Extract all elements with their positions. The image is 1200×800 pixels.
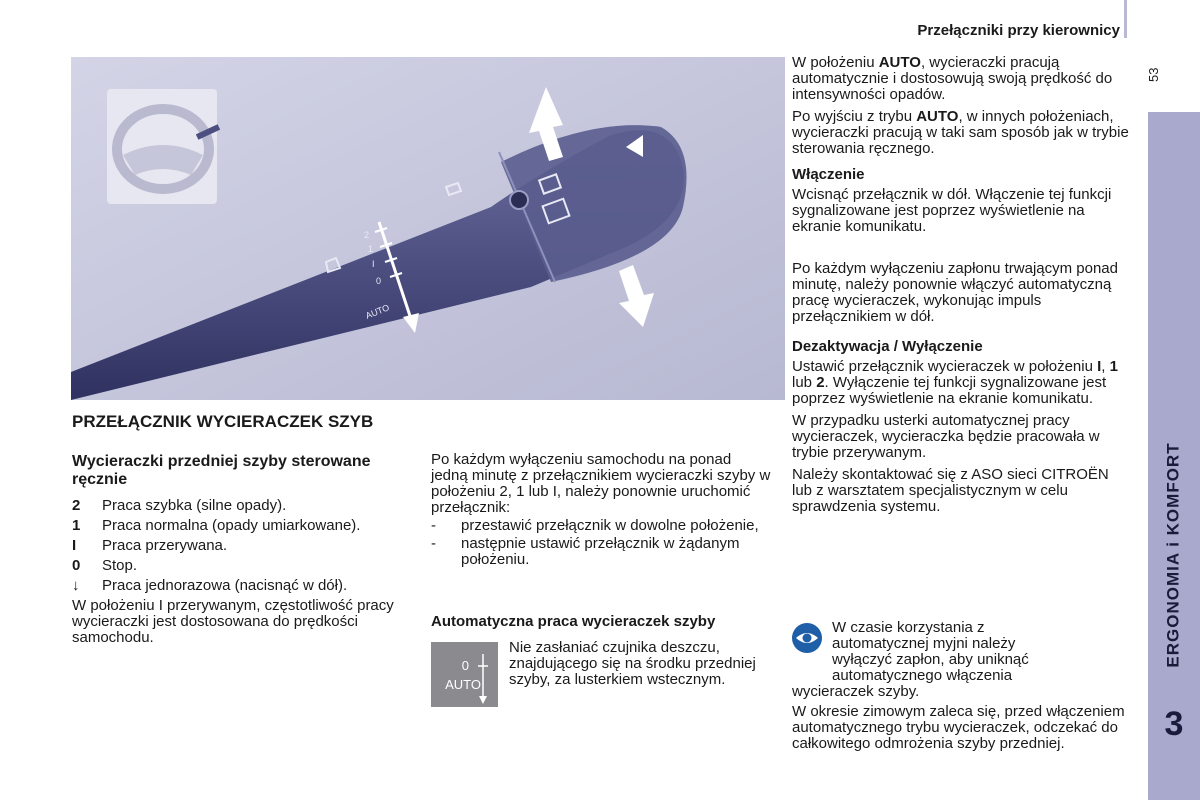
rain-sensor-text: Nie zasłaniać czujnika deszczu, znajdującego się na środku przedniej szyby, za lusterkiem wstecznym. xyxy=(509,639,756,688)
header-rule xyxy=(1124,0,1127,38)
position-key: I xyxy=(72,537,77,554)
wiper-stalk-drawing xyxy=(71,57,785,400)
activation-text: Wcisnąć przełącznik w dół. Włączenie tej funkcji sygnalizowane jest poprzez wyświetlenie na ekranie komunikatu. xyxy=(792,186,1112,235)
position-description: Praca normalna (opady umiarkowane). xyxy=(102,517,361,534)
switch-label-1: 1 xyxy=(368,244,374,254)
position-description: Praca przerywana. xyxy=(102,537,228,554)
position-description: Praca szybka (silne opady). xyxy=(102,497,287,514)
restart-step: przestawić przełącznik w dowolne położenie, xyxy=(461,517,759,534)
list-item: - przestawić przełącznik w dowolne położenie, xyxy=(431,517,759,534)
car-wash-note: W czasie korzystania z automatycznej myjni należy wyłączyć zapłon, aby uniknąć automatycznego włączenia wycieraczek szyby. W okresie zimowym zaleca się, przed włączeniem automatycznego trybu wycieraczek, odczekać do całkowitego odmrożenia szyby przedniej. xyxy=(792,620,1137,752)
switch-label-0: 0 xyxy=(376,276,382,286)
auto-switch-icon xyxy=(431,642,498,707)
switch-label-i: I xyxy=(372,259,375,269)
switch-label-2: 2 xyxy=(364,230,370,240)
exit-auto-paragraph: Po wyjściu z trybu AUTO, w innych położeniach, wycieraczki pracują w taki sam sposób jak w trybie sterowania ręcznego. xyxy=(792,108,1129,157)
list-item xyxy=(72,518,412,534)
position-key: 0 xyxy=(72,557,81,574)
restart-section xyxy=(431,452,771,568)
section-title: PRZEŁĄCZNIK WYCIERACZEK SZYB xyxy=(72,412,374,431)
list-item xyxy=(72,498,412,514)
steering-wheel-icon xyxy=(107,89,220,204)
contact-text: Należy skontaktować się z ASO sieci CITROËN lub z warsztatem specjalistycznym w celu sprawdzenia systemu. xyxy=(792,466,1109,515)
position-description: Stop. xyxy=(102,557,138,574)
position-key: 2 xyxy=(72,497,81,514)
chapter-title: ERGONOMIA i KOMFORT xyxy=(1164,442,1184,668)
restart-paragraph: Po każdym wyłączeniu samochodu na ponad jedną minutę z przełącznikiem wycieraczki szyby w położeniu 2, 1 lub I, należy ponownie uruchomić przełącznik: xyxy=(431,451,771,516)
single-wipe-arrow-icon: ↓ xyxy=(72,577,80,594)
list-item xyxy=(72,578,412,594)
position-description: Praca jednorazowa (nacisnąć w dół). xyxy=(102,577,348,594)
list-item xyxy=(72,538,412,554)
right-column xyxy=(792,55,1132,521)
auto-paragraph: W położeniu AUTO, wycieraczki pracują automatycznie i dostosowują swoją prędkość do intensywności opadów. xyxy=(792,54,1113,103)
wiper-position-list xyxy=(72,498,412,646)
position-key: 1 xyxy=(72,517,81,534)
manual-wipers-title: Wycieraczki przedniej szyby sterowane ręcznie xyxy=(72,453,371,488)
fault-text: W przypadku usterki automatycznej pracy wycieraczek, wycieraczka będzie pracowała w trybie przerywanym. xyxy=(792,412,1100,461)
chapter-number: 3 xyxy=(1164,705,1184,743)
deactivation-title: Dezaktywacja / Wyłączenie xyxy=(792,338,983,355)
auto-mode-title: Automatyczna praca wycieraczek szyby xyxy=(431,613,716,630)
auto-icon-label-0: 0 xyxy=(461,658,469,673)
intermittent-paragraph: W położeniu I przerywanym, częstotliwość pracy wycieraczki jest dostosowana do prędkości samochodu. xyxy=(72,597,394,646)
ignition-text: Po każdym wyłączeniu zapłonu trwającym ponad minutę, należy ponownie włączyć automatyczną pracę wycieraczek, wykonując impuls przełącznikiem w dół. xyxy=(792,260,1118,325)
list-item xyxy=(72,558,412,574)
page-header-title: Przełączniki przy kierownicy xyxy=(917,22,1120,39)
page-number: 53 xyxy=(1146,67,1161,82)
winter-note: W okresie zimowym zaleca się, przed włączeniem automatycznego trybu wycieraczek, odczekać do całkowitego odmrożenia szyby przedniej. xyxy=(792,703,1125,752)
switch-label-auto: AUTO xyxy=(364,302,391,321)
activation-title: Włączenie xyxy=(792,166,865,183)
wiper-stalk-illustration xyxy=(71,57,785,400)
list-item: - następnie ustawić przełącznik w żądanym położeniu. xyxy=(431,536,771,568)
chapter-tab-label xyxy=(1148,420,1200,690)
deactivation-text: Ustawić przełącznik wycieraczek w położeniu I, 1 lub 2. Wyłączenie tej funkcji sygnalizowane jest poprzez wyświetlenie na ekranie komunikatu. xyxy=(792,358,1118,407)
auto-icon-label-auto: AUTO xyxy=(445,677,481,692)
restart-step: następnie ustawić przełącznik w żądanym położeniu. xyxy=(461,535,740,568)
